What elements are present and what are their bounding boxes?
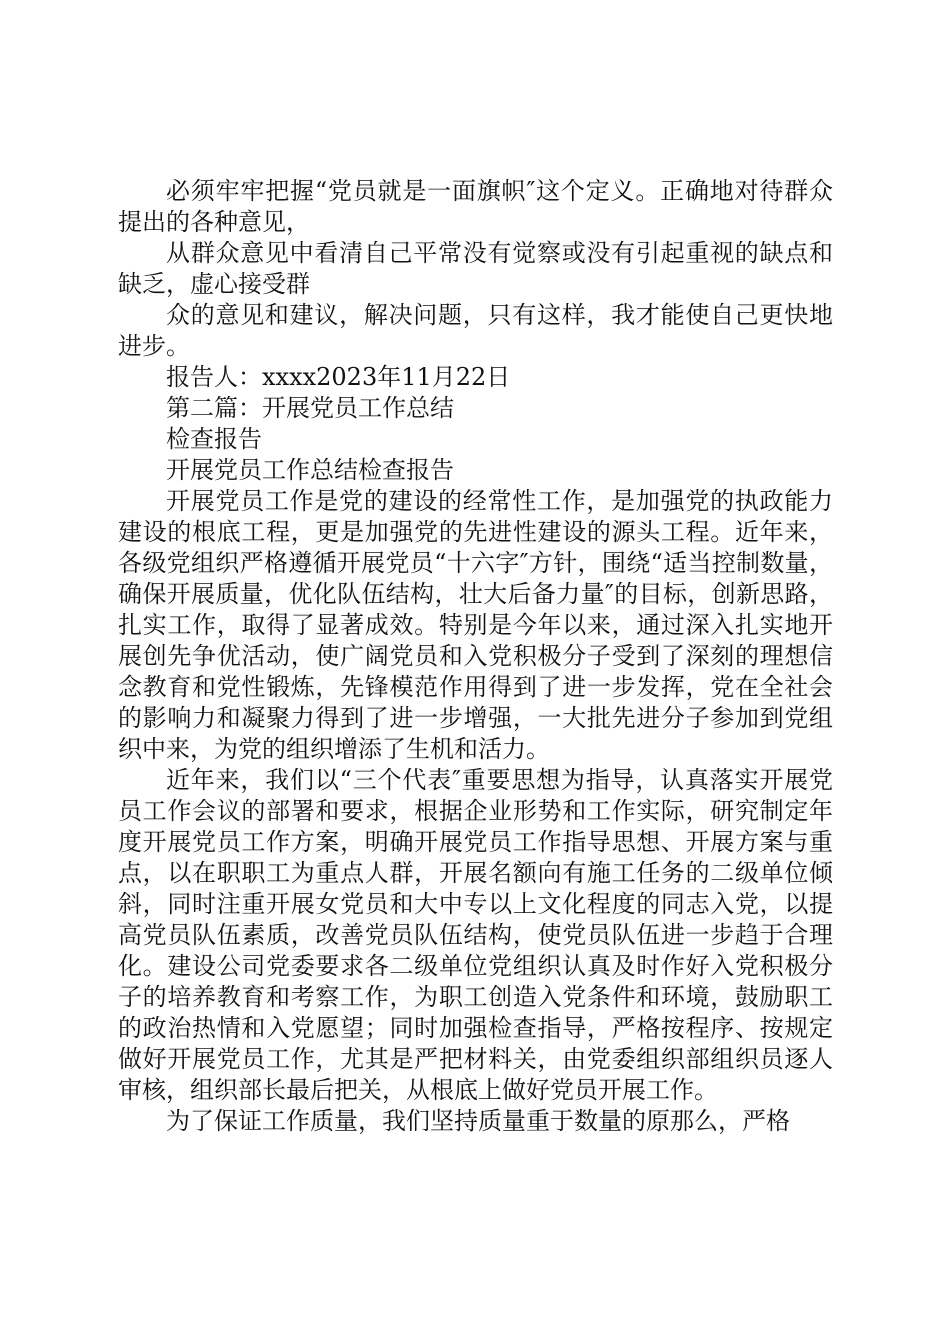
paragraph-body-2: 近年来，我们以“三个代表″重要思想为指导，认真落实开展党员工作会议的部署和要求，根据企业形势和工作实际，研究制定年度开展党员工作方案，明确开展党员工作指导思想、开展方案与重点，以在职职工为重点人群，开展名额向有施工任务的二级单位倾斜，同时注重开展女党员和大中专以上文化程度的同志入党，以提高党员队伍素质，改善党员队伍结构，使党员队伍进一步趋于合理化。建设公司党委要求各二级单位党组织认真及时作好入党积极分子的培养教育和考察工作，为职工创造入党条件和环境，鼓励职工的政治热情和入党愿望；同时加强检查指导，严格按程序、按规定做好开展党员工作，尤其是严把材料关，由党委组织部组织员逐人审核，组织部长最后把关，从根底上做好党员开展工作。 <box>118 766 833 1104</box>
paragraph-2: 从群众意见中看清自己平常没有觉察或没有引起重视的缺点和缺乏，虚心接受群 <box>118 239 833 298</box>
paragraph-3: 众的意见和建议，解决问题，只有这样，我才能使自己更快地进步。 <box>118 301 833 360</box>
reporter-line: 报告人：xxxx2023年11月22日 <box>166 363 511 391</box>
section-heading-continued: 检查报告 <box>166 425 262 453</box>
paragraph-body-3: 为了保证工作质量，我们坚持质量重于数量的原那么，严格 <box>166 1107 790 1135</box>
section-heading: 第二篇：开展党员工作总结 <box>166 394 454 422</box>
report-title: 开展党员工作总结检查报告 <box>166 456 454 484</box>
paragraph-body-1: 开展党员工作是党的建设的经常性工作，是加强党的执政能力建设的根底工程，更是加强党的先进性建设的源头工程。近年来，各级党组织严格遵循开展党员“十六字″方针，围绕“适当控制数量，确保开展质量，优化队伍结构，壮大后备力量″的目标，创新思路，扎实工作，取得了显著成效。特别是今年以来，通过深入扎实地开展创先争优活动，使广阔党员和入党积极分子受到了深刻的理想信念教育和党性锻炼，先锋模范作用得到了进一步发挥，党在全社会的影响力和凝聚力得到了进一步增强，一大批先进分子参加到党组织中来，为党的组织增添了生机和活力。 <box>118 487 833 763</box>
document-body <box>118 176 833 1137</box>
paragraph-1: 必须牢牢把握“党员就是一面旗帜″这个定义。正确地对待群众提出的各种意见， <box>118 177 833 236</box>
